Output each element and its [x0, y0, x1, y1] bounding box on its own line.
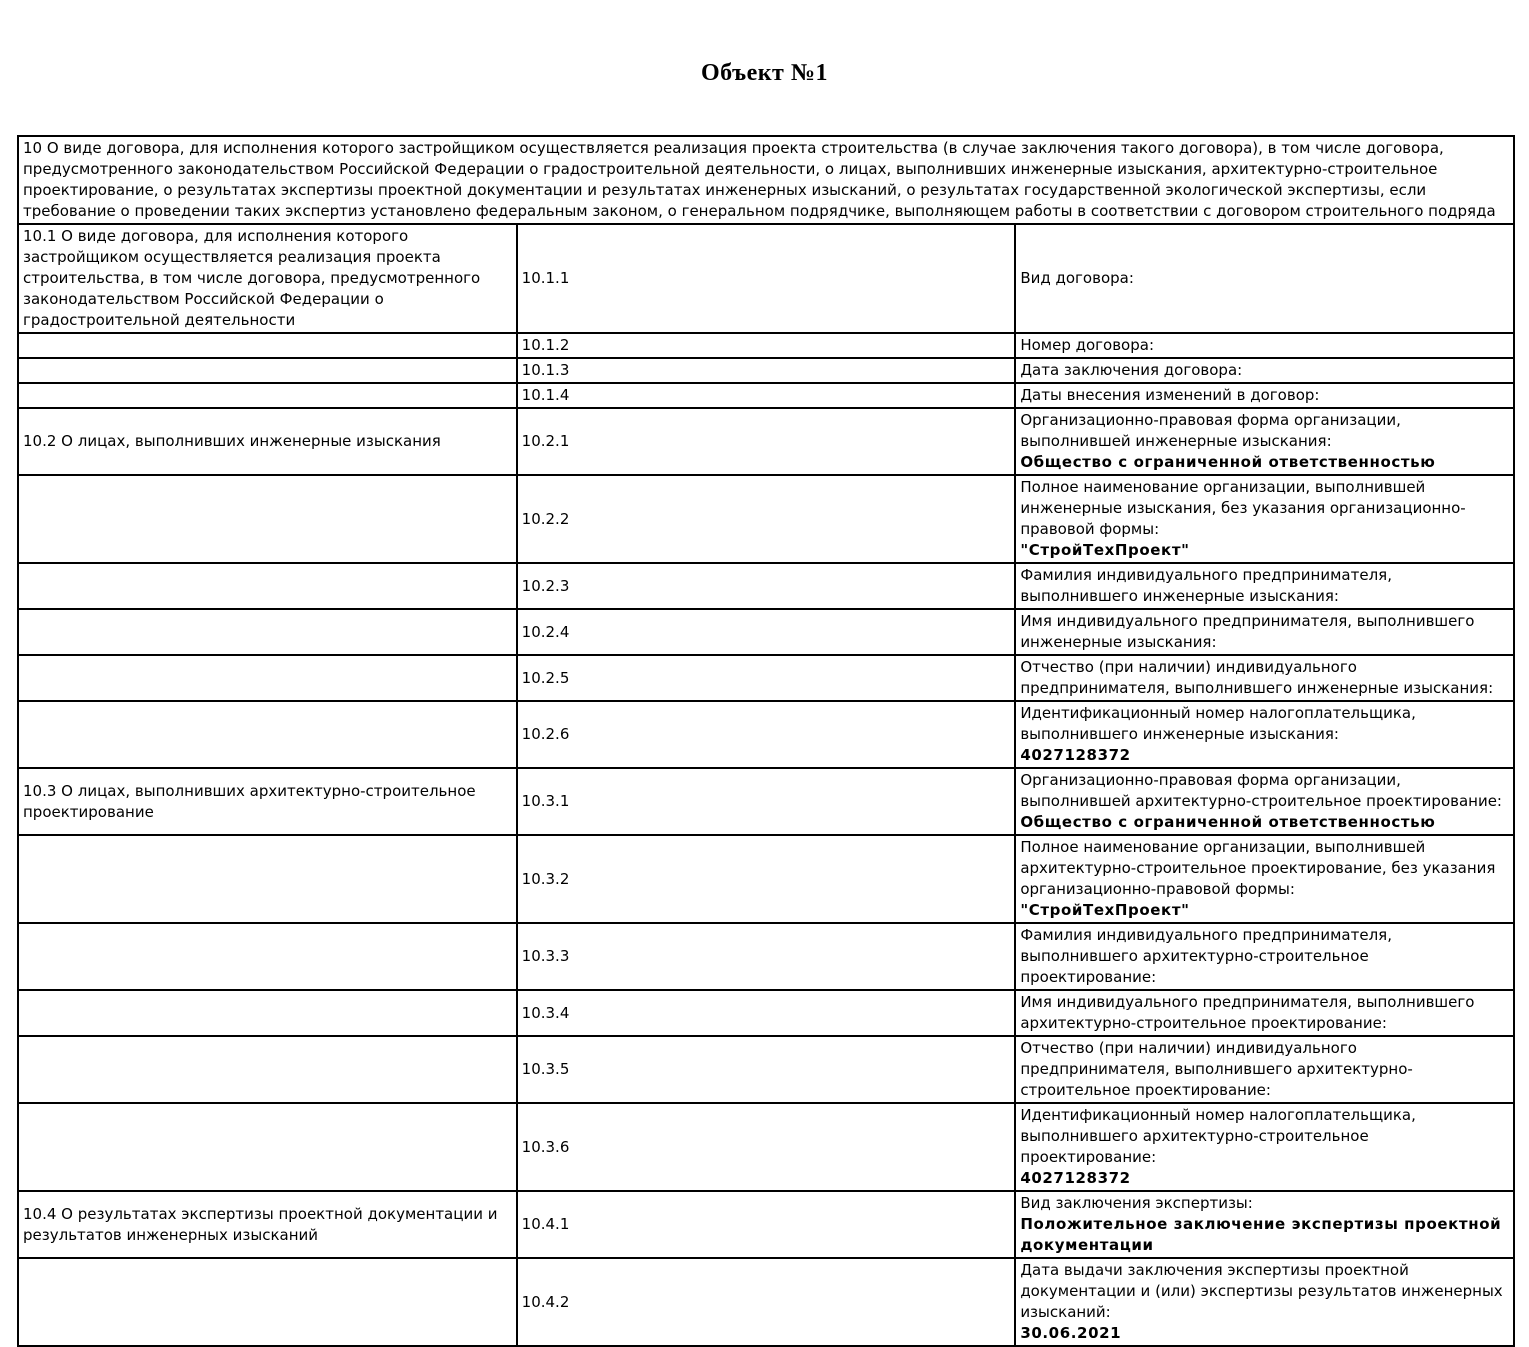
field-value: Общество с ограниченной ответственностью [1020, 813, 1436, 831]
row-content-cell [1015, 383, 1514, 408]
field-label: Дата выдачи заключения экспертизы проектной документации и (или) экспертизы результатов инженерных изысканий: [1020, 1261, 1503, 1321]
row-code-cell: 10.3.1 [517, 768, 1016, 835]
row-code-cell: 10.1.1 [517, 224, 1016, 333]
section-title-cell [18, 1103, 517, 1191]
table-row [18, 990, 1514, 1036]
row-code-cell: 10.4.2 [517, 1258, 1016, 1346]
section-title-cell: 10.3 О лицах, выполнивших архитектурно-строительное проектирование [18, 768, 517, 835]
field-value: "СтройТехПроект" [1020, 901, 1190, 919]
row-content-cell [1015, 655, 1514, 701]
row-code-cell: 10.2.5 [517, 655, 1016, 701]
section-title-cell: 10.4 О результатах экспертизы проектной документации и результатов инженерных изысканий [18, 1191, 517, 1258]
row-code-cell: 10.1.3 [517, 358, 1016, 383]
row-content-cell [1015, 1036, 1514, 1103]
document-page [0, 60, 1529, 1347]
row-content-cell [1015, 609, 1514, 655]
row-content-cell [1015, 475, 1514, 563]
field-value: 4027128372 [1020, 1169, 1131, 1187]
table-row [18, 408, 1514, 475]
table-row [18, 563, 1514, 609]
table-row [18, 835, 1514, 923]
table-row [18, 333, 1514, 358]
section-title-cell [18, 701, 517, 768]
table-row [18, 383, 1514, 408]
table-row [18, 768, 1514, 835]
row-code-cell: 10.2.1 [517, 408, 1016, 475]
section-title-cell [18, 923, 517, 990]
table-row [18, 224, 1514, 333]
table-row [18, 475, 1514, 563]
section-title-cell [18, 1258, 517, 1346]
field-label: Организационно-правовая форма организации, выполнившей инженерные изыскания: [1020, 411, 1401, 450]
row-content-cell [1015, 701, 1514, 768]
page-title: Объект №1 [701, 60, 828, 86]
field-value: "СтройТехПроект" [1020, 541, 1190, 559]
row-content-cell [1015, 1103, 1514, 1191]
row-code-cell: 10.3.5 [517, 1036, 1016, 1103]
row-content-cell [1015, 563, 1514, 609]
field-label: Отчество (при наличии) индивидуального предпринимателя, выполнившего архитектурно-строительное проектирование: [1020, 1039, 1413, 1099]
section-10-header: 10 О виде договора, для исполнения которого застройщиком осуществляется реализация проекта строительства (в случае заключения такого договора), в том числе договора, предусмотренного законодательством Российской Федерации о градостроительной деятельности, о лицах, выполнивших инженерные изыскания, архитектурно-строительное проектирование, о результатах экспертизы проектной документации и результатах инженерных изысканий, о результатах государственной экологической экспертизы, если требование о проведении таких экспертиз установлено федеральным законом, о генеральном подрядчике, выполняющем работы в соответствии с договором строительного подряда [18, 136, 1514, 224]
field-label: Полное наименование организации, выполнившей архитектурно-строительное проектирование, без указания организационно-правовой формы: [1020, 838, 1496, 898]
row-content-cell [1015, 1191, 1514, 1258]
table-header-row [18, 136, 1514, 224]
table-row [18, 923, 1514, 990]
table-row [18, 1036, 1514, 1103]
field-label: Отчество (при наличии) индивидуального предпринимателя, выполнившего инженерные изыскания: [1020, 658, 1494, 697]
row-content-cell [1015, 768, 1514, 835]
table-row [18, 1103, 1514, 1191]
table-row [18, 1258, 1514, 1346]
row-code-cell: 10.2.2 [517, 475, 1016, 563]
section-title-cell [18, 835, 517, 923]
table-row [18, 655, 1514, 701]
field-label: Идентификационный номер налогоплательщика, выполнившего инженерные изыскания: [1020, 704, 1416, 743]
row-code-cell: 10.3.4 [517, 990, 1016, 1036]
section-title-cell: 10.1 О виде договора, для исполнения которого застройщиком осуществляется реализация проекта строительства, в том числе договора, предусмотренного законодательством Российской Федерации о градостроительной деятельности [18, 224, 517, 333]
table-row [18, 1191, 1514, 1258]
field-label: Вид договора: [1020, 269, 1134, 287]
field-value: 30.06.2021 [1020, 1324, 1122, 1342]
row-code-cell: 10.2.3 [517, 563, 1016, 609]
row-content-cell [1015, 923, 1514, 990]
section-title-cell [18, 655, 517, 701]
section-title-cell [18, 475, 517, 563]
table-row [18, 358, 1514, 383]
field-value: Общество с ограниченной ответственностью [1020, 453, 1436, 471]
declaration-table [17, 135, 1515, 1347]
table-row [18, 609, 1514, 655]
section-title-cell [18, 990, 517, 1036]
row-content-cell [1015, 835, 1514, 923]
row-content-cell [1015, 408, 1514, 475]
row-content-cell [1015, 990, 1514, 1036]
field-label: Номер договора: [1020, 336, 1154, 354]
field-label: Идентификационный номер налогоплательщика, выполнившего архитектурно-строительное проектирование: [1020, 1106, 1416, 1166]
section-title-cell [18, 563, 517, 609]
table-row [18, 701, 1514, 768]
row-code-cell: 10.4.1 [517, 1191, 1016, 1258]
row-code-cell: 10.1.2 [517, 333, 1016, 358]
field-label: Дата заключения договора: [1020, 361, 1243, 379]
row-code-cell: 10.1.4 [517, 383, 1016, 408]
section-title-cell [18, 358, 517, 383]
field-value: 4027128372 [1020, 746, 1131, 764]
field-label: Фамилия индивидуального предпринимателя, выполнившего архитектурно-строительное проектирование: [1020, 926, 1392, 986]
section-title-cell [18, 333, 517, 358]
row-content-cell [1015, 358, 1514, 383]
row-code-cell: 10.2.6 [517, 701, 1016, 768]
row-code-cell: 10.3.2 [517, 835, 1016, 923]
row-code-cell: 10.2.4 [517, 609, 1016, 655]
row-content-cell [1015, 224, 1514, 333]
field-value: Положительное заключение экспертизы проектной документации [1020, 1215, 1502, 1254]
field-label: Фамилия индивидуального предпринимателя, выполнившего инженерные изыскания: [1020, 566, 1392, 605]
field-label: Имя индивидуального предпринимателя, выполнившего инженерные изыскания: [1020, 612, 1475, 651]
section-title-cell [18, 1036, 517, 1103]
section-title-cell: 10.2 О лицах, выполнивших инженерные изыскания [18, 408, 517, 475]
field-label: Вид заключения экспертизы: [1020, 1194, 1253, 1212]
section-title-cell [18, 609, 517, 655]
row-code-cell: 10.3.3 [517, 923, 1016, 990]
field-label: Полное наименование организации, выполнившей инженерные изыскания, без указания организационно-правовой формы: [1020, 478, 1466, 538]
row-code-cell: 10.3.6 [517, 1103, 1016, 1191]
row-content-cell [1015, 1258, 1514, 1346]
field-label: Имя индивидуального предпринимателя, выполнившего архитектурно-строительное проектирование: [1020, 993, 1475, 1032]
section-title-cell [18, 383, 517, 408]
field-label: Организационно-правовая форма организации, выполнившей архитектурно-строительное проектирование: [1020, 771, 1502, 810]
field-label: Даты внесения изменений в договор: [1020, 386, 1320, 404]
row-content-cell [1015, 333, 1514, 358]
